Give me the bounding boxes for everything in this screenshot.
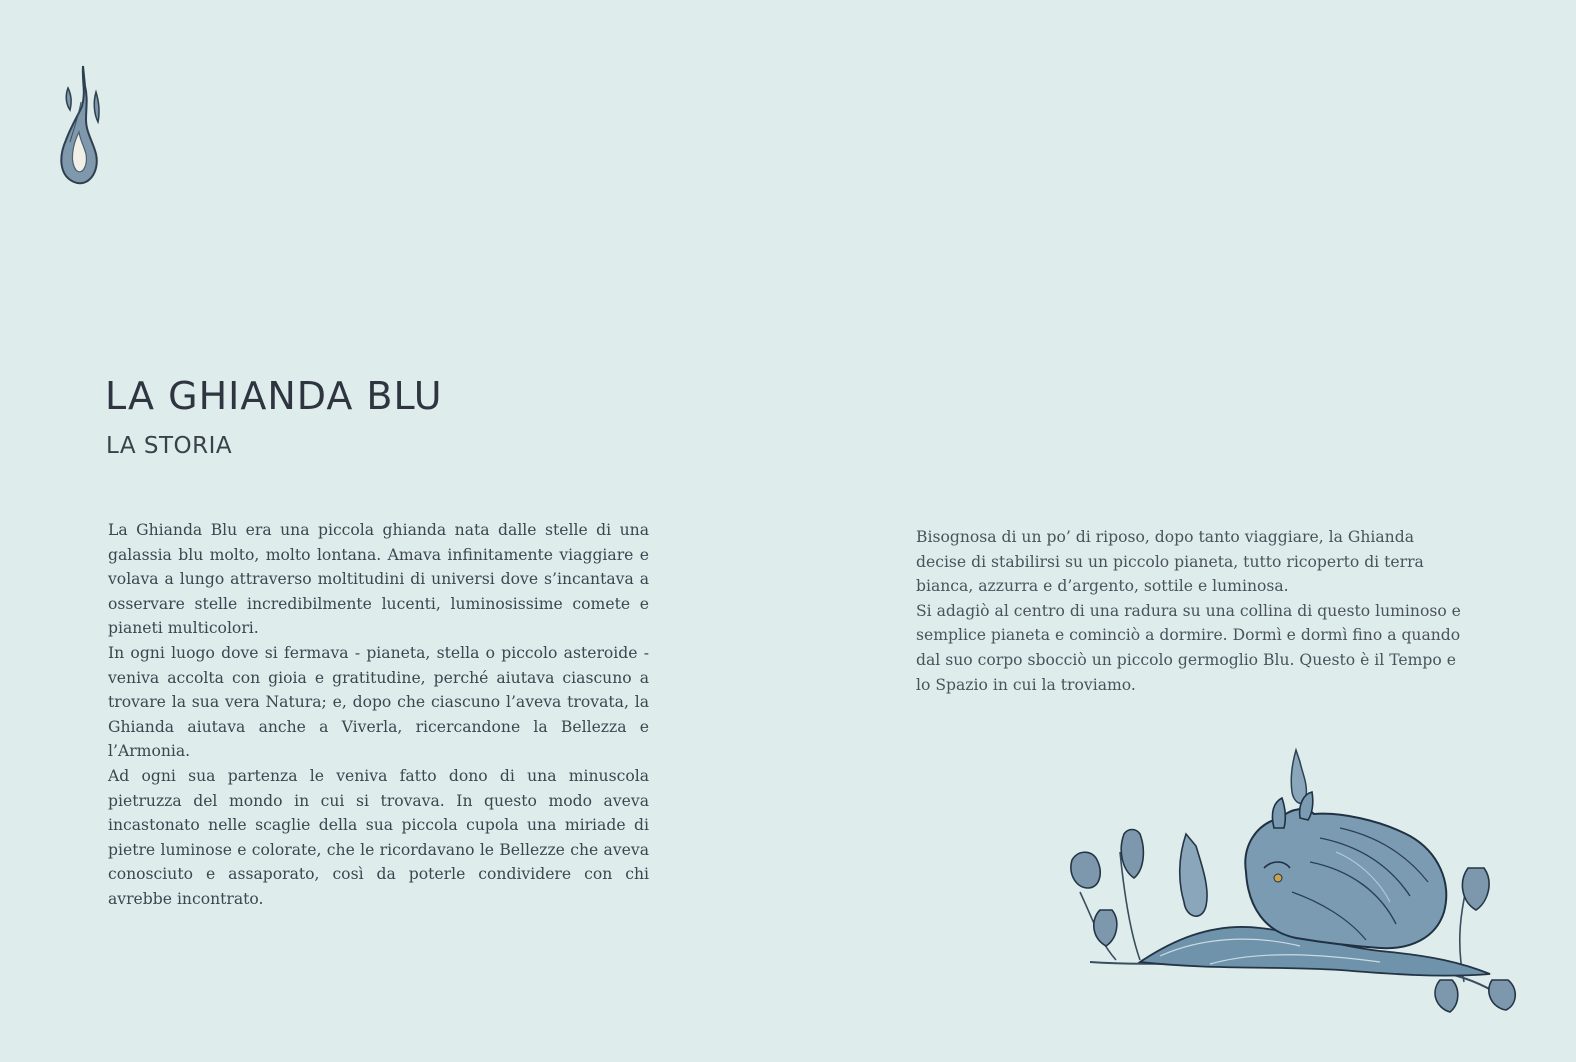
- story-paragraph: Ad ogni sua partenza le veniva fatto dono di una minuscola pietruzza del mondo in cui si trovava. In questo modo aveva incastonato nelle scaglie della sua piccola cupola una miriade di pietre luminose e colorate, che le ricordavano le Bellezze che aveva conosciuto e assaporato, così da poterle condividere con chi avrebbe incontrato.: [108, 766, 649, 908]
- small-flame-icon: [1291, 750, 1306, 803]
- story-paragraph: Si adagiò al centro di una radura su una collina di questo luminoso e semplice pianeta e cominciò a dormire. Dormì e dormì fino a quando dal suo corpo sbocciò un piccolo germoglio Blu. Questo è il Tempo e lo Spazio in cui la troviamo.: [916, 601, 1461, 694]
- sleeping-creature-illustration: [1060, 742, 1530, 1032]
- flower-bud-icon: [1435, 980, 1458, 1012]
- page-title: LA GHIANDA BLU: [105, 374, 443, 418]
- flower-bud-icon: [1462, 868, 1489, 910]
- page-subtitle: LA STORIA: [106, 433, 233, 459]
- story-column-right: [916, 525, 1463, 697]
- flower-bud-icon: [1071, 852, 1100, 888]
- flower-bud-icon: [1094, 910, 1117, 946]
- blue-flame-acorn-icon: [52, 62, 108, 190]
- story-paragraph: La Ghianda Blu era una piccola ghianda nata dalle stelle di una galassia blu molto, molto lontana. Amava infinitamente viaggiare e volava a lungo attraverso moltitudini di universi dove s’incantava a osservare stelle incredibilmente lucenti, luminosissime comete e pianeti multicolori.: [108, 521, 649, 638]
- story-paragraph: Bisognosa di un po’ di riposo, dopo tanto viaggiare, la Ghianda decise di stabilirsi su un piccolo pianeta, tutto ricoperto di terra bianca, azzurra e d’argento, sottile e luminosa.: [916, 528, 1424, 596]
- flower-bud-icon: [1489, 980, 1515, 1010]
- story-paragraph: In ogni luogo dove si fermava - pianeta, stella o piccolo asteroide - veniva accolta con gioia e gratitudine, perché aiutava ciascuno a trovare la sua vera Natura; e, dopo che ciascuno l’aveva trovata, la Ghianda aiutava anche a Viverla, ricercandone la Bellezza e l’Armonia.: [108, 643, 649, 761]
- story-column-left: [108, 518, 649, 912]
- flower-bud-icon: [1121, 830, 1143, 879]
